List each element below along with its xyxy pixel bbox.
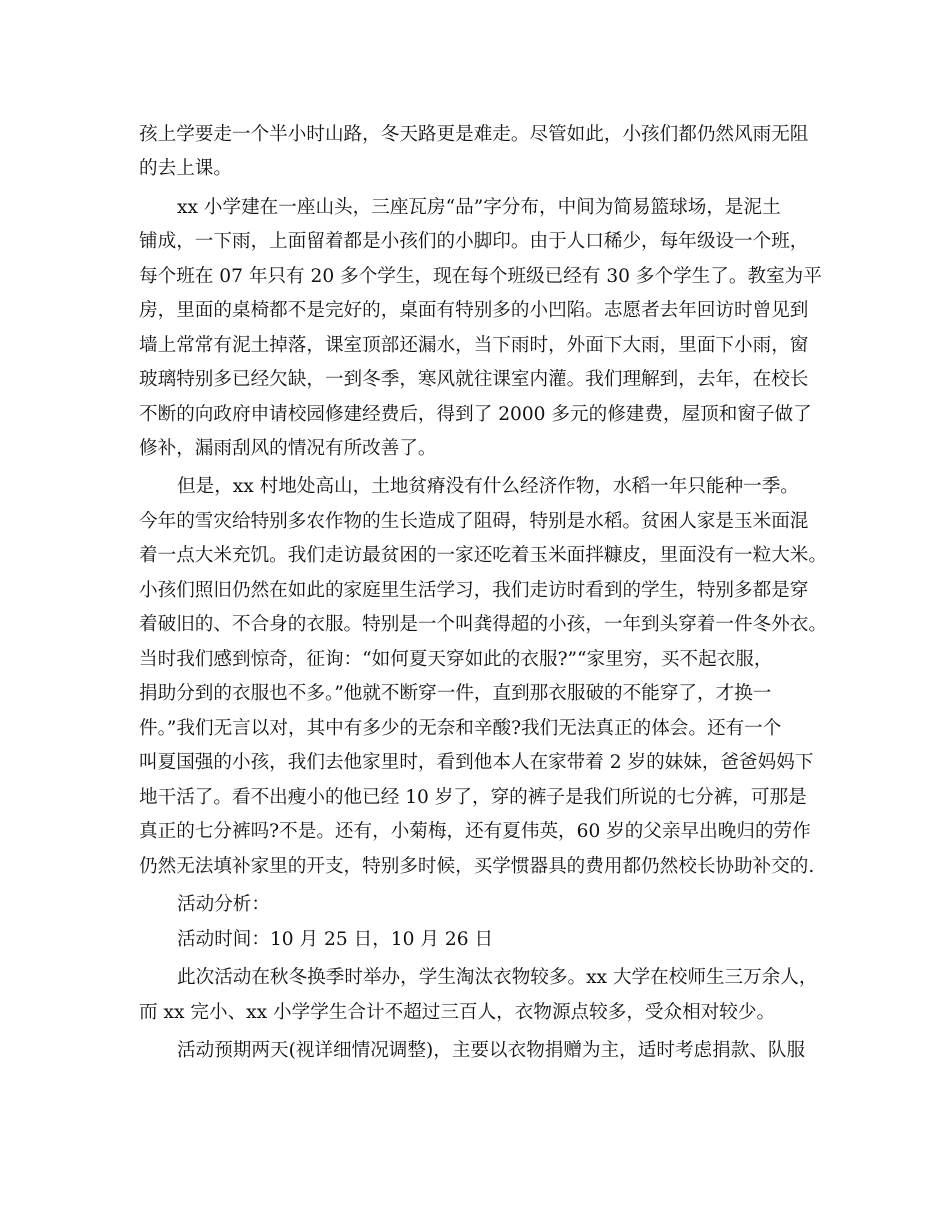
- text-line: 叫夏国强的小孩，我们去他家里时，看到他本人在家带着 2 岁的妹妹，爸爸妈妈下: [139, 752, 814, 773]
- text-line: 而 xx 完小、xx 小学学生合计不超过三百人，衣物源点较多，受众相对较少。: [139, 1002, 776, 1023]
- text-line: 房，里面的桌椅都不是完好的，桌面有特别多的小凹陷。志愿者去年回访时曾见到: [139, 300, 809, 321]
- text-line: 当时我们感到惊奇，征询：“如何夏天穿如此的衣服?”“家里穷，买不起衣服，: [139, 649, 773, 670]
- text-line: 今年的雪灾给特别多农作物的生长造成了阻碍，特别是水稻。贫困人家是玉米面混: [139, 511, 809, 532]
- text-line: 玻璃特别多已经欠缺，一到冬季，寒风就往课室内灌。我们理解到，去年，在校长: [139, 369, 809, 390]
- text-line: 件。”我们无言以对，其中有多少的无奈和辛酸?我们无法真正的体会。还有一个: [139, 718, 782, 739]
- paragraph-start-line: xx 小学建在一座山头，三座瓦房“品”字分布，中间为简易篮球场，是泥土: [177, 197, 781, 218]
- section-heading: 活动分析：: [177, 894, 270, 915]
- text-line: 着一点大米充饥。我们走访最贫困的一家还吃着玉米面拌糠皮，里面没有一粒大米。: [139, 545, 827, 566]
- text-line: 铺成，一下雨，上面留着都是小孩们的小脚印。由于人口稀少，每年级设一个班，: [139, 231, 809, 252]
- text-line: 着破旧的、不合身的衣服。特别是一个叫龚得超的小孩，一年到头穿着一件冬外衣。: [139, 614, 827, 635]
- paragraph-start-line: 但是，xx 村地处高山，土地贫瘠没有什么经济作物，水稻一年只能种一季。: [177, 476, 799, 497]
- activity-time-line: 活动时间：10 月 25 日，10 月 26 日: [177, 929, 494, 950]
- text-line: 不断的向政府申请校园修建经费后，得到了 2000 多元的修建费，屋顶和窗子做了: [139, 404, 812, 425]
- text-line: 孩上学要走一个半小时山路，冬天路更是难走。尽管如此，小孩们都仍然风雨无阻: [139, 124, 809, 145]
- paragraph-start-line: 活动预期两天(视详细情况调整)，主要以衣物捐赠为主，适时考虑捐款、队服: [177, 1040, 806, 1061]
- text-line: 每个班在 07 年只有 20 多个学生，现在每个班级已经有 30 多个学生了。教室为平: [139, 266, 822, 287]
- text-line: 墙上常常有泥土掉落，课室顶部还漏水，当下雨时，外面下大雨，里面下小雨，窗: [139, 335, 809, 356]
- paragraph-start-line: 此次活动在秋冬换季时举办，学生淘汰衣物较多。xx 大学在校师生三万余人，: [177, 967, 818, 988]
- text-line: 的去上课。: [139, 158, 232, 179]
- text-line: 地干活了。看不出瘦小的他已经 10 岁了，穿的裤子是我们所说的七分裤，可那是: [139, 787, 807, 808]
- text-line: 捐助分到的衣服也不多。”他就不断穿一件，直到那衣服破的不能穿了，才换一: [139, 683, 772, 704]
- text-line: 真正的七分裤吗?不是。还有，小菊梅，还有夏伟英，60 岁的父亲早出晚归的劳作: [139, 821, 811, 842]
- text-line: 修补，漏雨刮风的情况有所改善了。: [139, 438, 437, 459]
- text-line: 仍然无法填补家里的开支，特别多时候，买学惯器具的费用都仍然校长协助补交的.: [139, 856, 815, 877]
- text-line: 小孩们照旧仍然在如此的家庭里生活学习，我们走访时看到的学生，特别多都是穿: [139, 580, 809, 601]
